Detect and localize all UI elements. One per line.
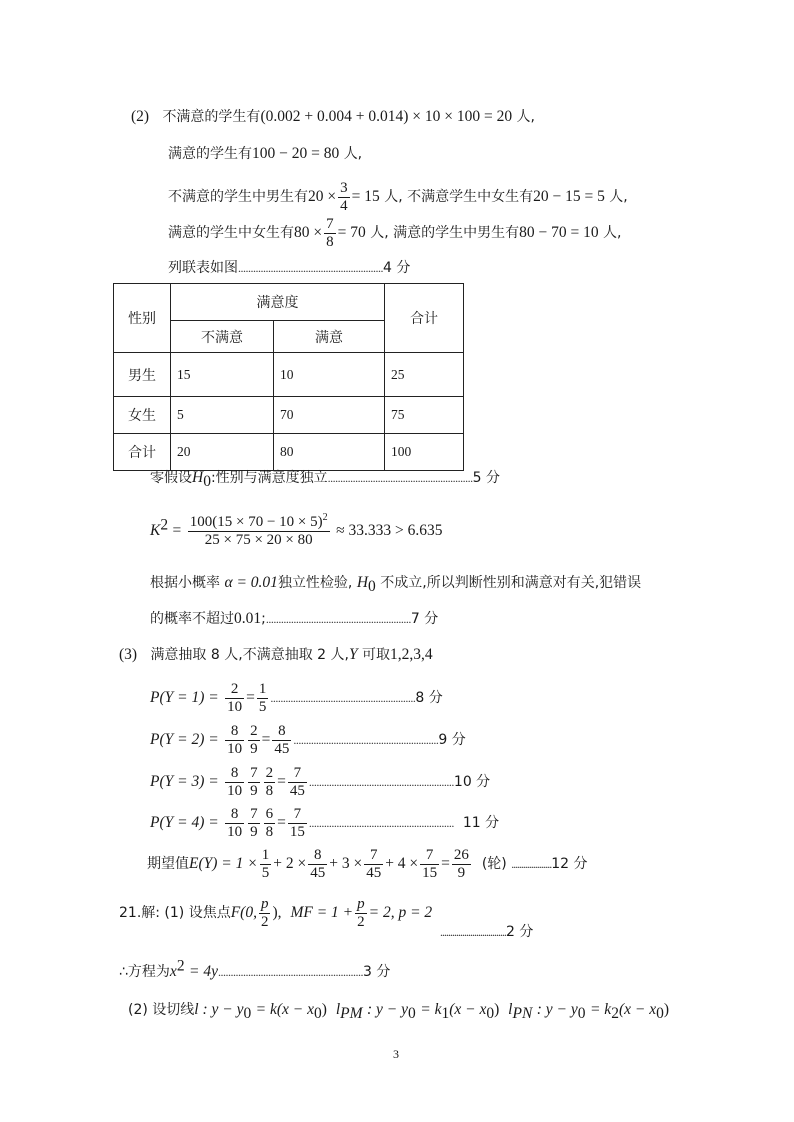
line-p2-4: 满意的学生中女生有80 × $\frac{7}{8}$ = 70 人, 满意的学生中男生有80 − 70 = 10 人, [168,215,622,250]
k2-formula: $K^2$ = $\frac{100(15 \times 70 - 10 \times 5)^2}{25 \times 75 \times 20 \times 80}$ ≈ 33.333 > 6.635 [150,511,443,548]
line-p2-1: (2) 不满意的学生有(0.002 + 0.004 + 0.014) × 10 × 100 = 20 人, [131,108,535,125]
fraction: $\frac{2}{8}$ [265,764,274,799]
page-number: 3 [393,1047,399,1061]
table-header-satisfaction: 满意度 [171,284,385,321]
table-row: 女生 5 70 75 [114,397,464,434]
q21-score-2-line: .................................2 分 [440,924,534,940]
table-header-unsat: 不满意 [171,321,274,353]
fraction: $\frac{8}{10}$ [227,764,243,799]
fraction: $\frac{2}{10}$ [227,680,243,715]
score-7: 7 分 [410,611,439,627]
conclusion-line-1: 根据小概率 α = 0.01独立性检验, $H_0$ 不成立,所以判断性别和满意对有关,犯错误 [150,574,642,595]
prob-y4: P(Y = 4) = $\frac{8}{10}$ $\frac{7}{9}$ $\frac{6}{8}$ = $\frac{7}{15}$ .......................................................... 11 分 [150,805,500,840]
prob-y2: P(Y = 2) = $\frac{8}{10}$ $\frac{2}{9}$ = $\frac{8}{45}$ ..........................................................9 分 [150,722,466,757]
fraction: $\frac{6}{8}$ [265,805,274,840]
table-header-gender: 性别 [114,284,171,353]
part2-label: (2) [131,108,150,125]
score-12: 12 分 [551,856,588,872]
table-row: 男生 15 10 25 [114,353,464,397]
conclusion-line-2: 的概率不超过0.01;..........................................................7 分 [150,610,439,627]
fraction: $\frac{8}{45}$ [310,846,326,881]
fraction: $\frac{26}{9}$ [453,846,469,881]
part3-label: (3) [119,646,138,663]
fraction: $\frac{100(15 \times 70 - 10 \times 5)^2}{25 \times 75 \times 20 \times 80}$ [189,511,328,548]
fraction: $\frac{p}{2}$ [260,895,269,930]
fraction: $\frac{7}{9}$ [250,764,258,799]
line-p2-3: 不满意的学生中男生有20 × $\frac{3}{4}$ = 15 人, 不满意学生中女生有20 − 15 = 5 人, [168,179,628,214]
fraction: $\frac{7}{45}$ [289,764,305,799]
prob-y3: P(Y = 3) = $\frac{8}{10}$ $\frac{7}{9}$ $\frac{2}{8}$ = $\frac{7}{45}$ ..........................................................10 分 [150,764,491,799]
fraction: $\frac{8}{45}$ [274,722,290,757]
fraction: $\frac{8}{10}$ [227,805,243,840]
table-header-sat: 满意 [274,321,385,353]
table-header-total: 合计 [385,284,464,353]
fraction: $\frac{1}{5}$ [258,680,267,715]
score-3: 3 分 [362,964,391,980]
score-8: 8 分 [415,690,443,706]
score-2: 2 分 [506,924,534,940]
fraction: $\frac{7}{8}$ [326,215,334,250]
score-4: 4 分 [383,260,411,276]
score-10: 10 分 [453,774,491,790]
fraction: $\frac{7}{15}$ [289,805,305,840]
fraction: $\frac{7}{45}$ [366,846,382,881]
line-p2-5: 列联表如图..........................................................4 分 [168,260,411,276]
fraction: $\frac{2}{9}$ [250,722,258,757]
expectation: 期望值E(Y) = 1 × $\frac{1}{5}$ + 2 × $\frac{8}{45}$ + 3 × $\frac{7}{45}$ + 4 × $\frac{7}{15}$ = $\frac{26}{9}$ (轮) ....................12 分 [147,846,588,881]
contingency-table [113,283,464,471]
q21-line-1: 21.解: (1) 设焦点F(0, $\frac{p}{2}$ ), MF = 1 + $\frac{p}{2}$ = 2, p = 2 [119,895,433,930]
fraction: $\frac{8}{10}$ [227,722,243,757]
line-p3: (3) 满意抽取 8 人,不满意抽取 2 人,Y 可取1,2,3,4 [119,646,433,663]
tangent-line: (2) 设切线l : $y - y_0 = k(x - x_0)$ $l_{PM}$ : $y - y_0 = k_1(x - x_0)$ $l_{PN}$ : $y - y_0 = k_2(x - x_0)$ [128,1001,669,1022]
fraction: $\frac{p}{2}$ [357,895,365,930]
prob-y1: P(Y = 1) = $\frac{2}{10}$ = $\frac{1}{5}$ ..........................................................8 分 [150,680,443,715]
score-9: 9 分 [438,732,466,748]
fraction: $\frac{3}{4}$ [340,179,348,214]
null-hypothesis: 零假设$H_0$:性别与满意度独立..........................................................5 分 [150,469,501,490]
fraction: $\frac{7}{9}$ [250,805,258,840]
table-row: 合计 20 80 100 [114,434,464,471]
fraction: $\frac{1}{5}$ [261,846,270,881]
equation-line: ∴方程为$x^2 = 4y..........................................................3$ 分 [119,957,391,980]
fraction: $\frac{7}{15}$ [422,846,438,881]
score-11: 11 分 [462,815,500,831]
line-p2-2: 满意的学生有100 − 20 = 80 人, [168,145,363,162]
score-5: 5 分 [472,470,501,486]
